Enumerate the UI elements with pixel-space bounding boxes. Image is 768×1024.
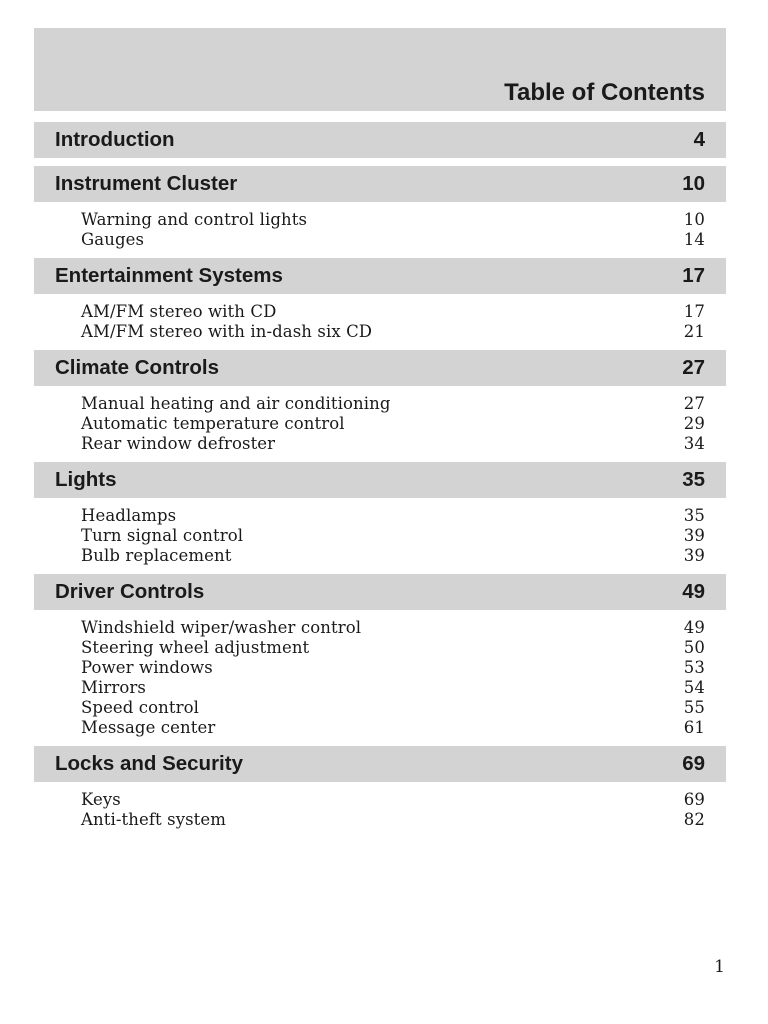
section-header[interactable] [34,574,726,610]
item-page: 39 [683,526,705,545]
section-introduction [34,122,726,158]
table-of-contents [34,122,726,838]
item-page: 27 [683,394,705,413]
list-item[interactable] [81,790,705,810]
list-item[interactable] [81,678,705,698]
item-label: Power windows [81,658,213,677]
item-page: 53 [683,658,705,677]
item-label: Keys [81,790,121,809]
list-item[interactable] [81,302,705,322]
item-label: Warning and control lights [81,210,308,229]
section-header[interactable] [34,166,726,202]
list-item[interactable] [81,618,705,638]
section-header[interactable] [34,122,726,158]
item-label: Gauges [81,230,145,249]
item-page: 21 [683,322,705,341]
section-header[interactable] [34,258,726,294]
item-page: 17 [683,302,705,321]
section-title: Instrument Cluster [55,172,238,195]
section-header[interactable] [34,746,726,782]
list-item[interactable] [81,394,705,414]
item-label: Steering wheel adjustment [81,638,310,657]
header-band [34,28,726,111]
item-page: 50 [683,638,705,657]
sub-list [34,294,726,350]
list-item[interactable] [81,414,705,434]
section-page: 35 [682,468,705,491]
section-page: 17 [682,264,705,287]
item-label: Headlamps [81,506,177,525]
item-label: AM/FM stereo with CD [81,302,277,321]
list-item[interactable] [81,506,705,526]
item-label: Anti-theft system [81,810,227,829]
list-item[interactable] [81,698,705,718]
item-label: Speed control [81,698,200,717]
section-page: 49 [682,580,705,603]
sub-list [34,782,726,838]
section-locks-and-security [34,746,726,838]
item-page: 39 [683,546,705,565]
item-page: 55 [683,698,705,717]
list-item[interactable] [81,638,705,658]
page-title: Table of Contents [504,79,705,106]
item-label: Manual heating and air conditioning [81,394,391,413]
sub-list [34,202,726,258]
section-driver-controls [34,574,726,746]
section-page: 4 [693,128,705,151]
item-label: AM/FM stereo with in-dash six CD [81,322,373,341]
item-label: Windshield wiper/washer control [81,618,362,637]
list-item[interactable] [81,658,705,678]
item-page: 29 [683,414,705,433]
item-page: 49 [683,618,705,637]
sub-list [34,386,726,462]
section-title: Lights [55,468,117,491]
item-label: Rear window defroster [81,434,276,453]
section-instrument-cluster [34,166,726,258]
section-title: Entertainment Systems [55,264,283,287]
section-page: 10 [682,172,705,195]
item-page: 54 [683,678,705,697]
list-item[interactable] [81,526,705,546]
section-title: Driver Controls [55,580,205,603]
list-item[interactable] [81,230,705,250]
item-label: Automatic temperature control [81,414,345,433]
section-title: Introduction [55,128,175,151]
section-header[interactable] [34,462,726,498]
page-number: 1 [714,957,725,977]
item-label: Bulb replacement [81,546,232,565]
item-label: Mirrors [81,678,146,697]
section-page: 27 [682,356,705,379]
list-item[interactable] [81,210,705,230]
section-page: 69 [682,752,705,775]
section-title: Climate Controls [55,356,220,379]
item-page: 34 [683,434,705,453]
item-page: 82 [683,810,705,829]
item-page: 61 [683,718,705,737]
sub-list [34,498,726,574]
section-climate-controls [34,350,726,462]
section-title: Locks and Security [55,752,243,775]
section-entertainment-systems [34,258,726,350]
item-label: Turn signal control [81,526,244,545]
list-item[interactable] [81,322,705,342]
list-item[interactable] [81,434,705,454]
list-item[interactable] [81,718,705,738]
section-lights [34,462,726,574]
item-page: 10 [683,210,705,229]
item-page: 14 [683,230,705,249]
item-label: Message center [81,718,216,737]
item-page: 35 [683,506,705,525]
sub-list [34,610,726,746]
item-page: 69 [683,790,705,809]
list-item[interactable] [81,546,705,566]
list-item[interactable] [81,810,705,830]
section-header[interactable] [34,350,726,386]
